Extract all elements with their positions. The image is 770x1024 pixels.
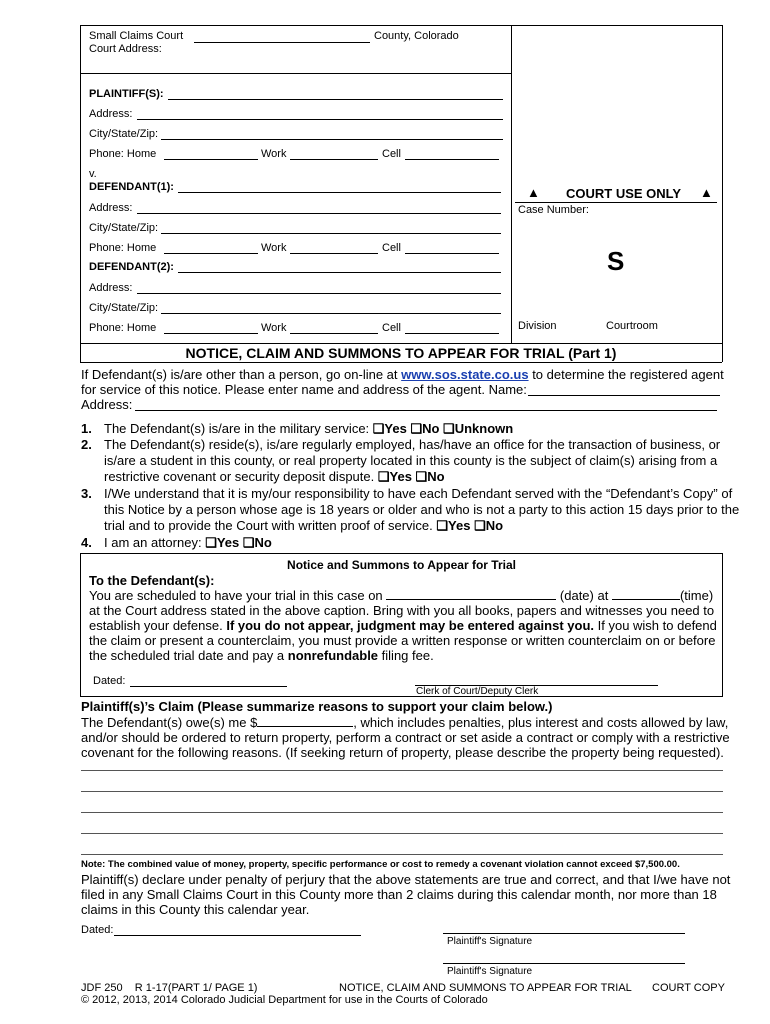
- item3-number: 3.: [81, 486, 92, 501]
- versus-label: v.: [89, 168, 97, 180]
- plaintiff-signature-label-1: Plaintiff's Signature: [447, 936, 533, 947]
- case-prefix: S: [607, 246, 625, 276]
- defendant2-cell-phone-field[interactable]: [405, 322, 499, 334]
- agent-line1-pre: If Defendant(s) is/are other than a person, go on-line at: [81, 367, 398, 382]
- caption-bottom-border: [80, 343, 722, 344]
- claim-amount-field[interactable]: [257, 715, 353, 727]
- caption-top-border: [80, 25, 722, 26]
- claim-line2: and/or should be ordered to return property, perform a contract or set aside a contract or comply with a restrictive: [81, 730, 730, 745]
- notice-line5: [89, 648, 434, 663]
- agent-line2: for service of this notice. Please enter name and address of the agent. Name:: [81, 382, 527, 397]
- defendant2-home-phone-field[interactable]: [164, 322, 258, 334]
- notice-date-label: (date) at: [559, 588, 609, 603]
- trial-date-field[interactable]: [386, 588, 556, 600]
- defendant1-cell-label: Cell: [382, 242, 401, 254]
- defendant2-address-label: Address:: [89, 282, 133, 294]
- plaintiff-work-phone-field[interactable]: [290, 148, 378, 160]
- agent-name-field[interactable]: [528, 384, 720, 396]
- arrow-up-right-icon: ▲: [700, 185, 713, 200]
- notice-warning: If you do not appear, judgment may be entered against you.: [226, 618, 594, 633]
- item2-line3-wrap: [104, 469, 445, 484]
- notice-line2: at the Court address stated in the above caption. Bring with you all books, papers and witnesses you need to: [89, 603, 715, 618]
- notice-line1-pre: You are scheduled to have your trial in this case on: [89, 588, 383, 603]
- claim-reason-line[interactable]: [81, 792, 723, 813]
- plaintiff-signature-label-2: Plaintiff's Signature: [447, 966, 533, 977]
- notice-to-label: To the Defendant(s):: [89, 573, 215, 588]
- court-use-only-label: COURT USE ONLY: [566, 186, 682, 201]
- plaintiff-home-phone-field[interactable]: [164, 148, 258, 160]
- item1: [104, 421, 513, 436]
- agent-address-field[interactable]: [135, 399, 717, 411]
- plaintiff-signature-line-2[interactable]: [443, 963, 685, 964]
- notice-line1: [89, 588, 713, 603]
- venue-options[interactable]: ❑Yes ❑No: [377, 469, 445, 484]
- notice-time-label: (time): [679, 588, 714, 603]
- item2-line3: restrictive covenant or security deposit dispute.: [104, 469, 375, 484]
- plaintiff-work-label: Work: [261, 148, 287, 160]
- claim-reason-line[interactable]: [81, 771, 723, 792]
- notice-line4: the claim or present a counterclaim, you must provide a written response or written counterclaim on or before: [89, 633, 716, 648]
- claim-reason-line[interactable]: [81, 750, 723, 771]
- claim-dated-field[interactable]: [114, 924, 361, 936]
- division-label: Division: [518, 320, 557, 332]
- claim-line1-pre: The Defendant(s) owe(s) me $: [81, 715, 258, 730]
- item3-line3: trial and to provide the Court with written proof of service.: [104, 518, 433, 533]
- defendant2-name-field[interactable]: [178, 261, 501, 273]
- notice-line5-pre: the scheduled trial date and pay a: [89, 648, 285, 663]
- defendant1-work-label: Work: [261, 242, 287, 254]
- notice-heading: Notice and Summons to Appear for Trial: [287, 558, 516, 572]
- defendant2-city-field[interactable]: [161, 302, 501, 314]
- sos-link[interactable]: www.sos.state.co.us: [401, 367, 529, 382]
- defendant2-address-field[interactable]: [137, 282, 501, 294]
- item4-number: 4.: [81, 535, 92, 550]
- claim-line1: [81, 715, 728, 730]
- item2-line1: The Defendant(s) reside(s), is/are regularly employed, has/have an office for the transaction of business, or: [104, 437, 721, 452]
- claim-reasons-area[interactable]: [81, 750, 723, 855]
- court-use-divider: [515, 202, 717, 203]
- defendant2-cell-label: Cell: [382, 322, 401, 334]
- service-options[interactable]: ❑Yes ❑No: [436, 518, 504, 533]
- defendant1-home-phone-field[interactable]: [164, 242, 258, 254]
- item3-line1: I/We understand that it is my/our responsibility to have each Defendant served with the “Defendant’s Copy” of: [104, 486, 733, 501]
- defendant2-phone-home-label: Phone: Home: [89, 322, 157, 334]
- item4: [104, 535, 272, 550]
- item3-line2: this Notice by a person whose age is 18 years or older and who is not a party to this action 15 days prior to the: [104, 502, 740, 517]
- defendant1-work-phone-field[interactable]: [290, 242, 378, 254]
- county-field[interactable]: [194, 31, 370, 43]
- plaintiff-address-field[interactable]: [137, 108, 503, 120]
- footer-copy: COURT COPY: [652, 982, 725, 994]
- plaintiff-label: PLAINTIFF(S):: [89, 88, 164, 100]
- caption-court-divider: [80, 73, 511, 74]
- plaintiff-city-field[interactable]: [161, 128, 503, 140]
- court-address-label: Court Address:: [89, 43, 162, 55]
- agent-line1: [81, 367, 724, 382]
- defendant1-label: DEFENDANT(1):: [89, 181, 174, 193]
- defendant2-label: DEFENDANT(2):: [89, 261, 174, 273]
- claim-line3: covenant for the following reasons. (If seeking return of property, please describe the property being requested).: [81, 745, 724, 760]
- caption-right-border: [722, 25, 723, 362]
- item1-number: 1.: [81, 421, 92, 436]
- defendant1-city-label: City/State/Zip:: [89, 222, 159, 234]
- notice-line5-post: filing fee.: [381, 648, 434, 663]
- claim-reason-line[interactable]: [81, 834, 723, 855]
- defendant2-city-label: City/State/Zip:: [89, 302, 159, 314]
- footer-copyright: © 2012, 2013, 2014 Colorado Judicial Department for use in the Courts of Colorado: [81, 994, 488, 1006]
- footer-title: NOTICE, CLAIM AND SUMMONS TO APPEAR FOR TRIAL: [339, 982, 632, 994]
- claim-note: Note: The combined value of money, property, specific performance or cost to remedy a covenant violation cannot exceed $7,500.00.: [81, 859, 680, 870]
- notice-line3: [89, 618, 717, 633]
- case-number-label: Case Number:: [518, 204, 589, 216]
- caption-divider: [511, 25, 512, 343]
- agent-address-label: Address:: [81, 397, 133, 412]
- clerk-label: Clerk of Court/Deputy Clerk: [416, 686, 539, 697]
- item4-text: I am an attorney:: [104, 535, 202, 550]
- defendant2-work-label: Work: [261, 322, 287, 334]
- claim-line1-post: , which includes penalties, plus interest and costs allowed by law,: [353, 715, 729, 730]
- footer-form-id: JDF 250 R 1-17(PART 1/ PAGE 1): [81, 982, 258, 994]
- trial-time-field[interactable]: [612, 588, 680, 600]
- defendant1-name-field[interactable]: [178, 181, 501, 193]
- arrow-up-left-icon: ▲: [527, 185, 540, 200]
- notice-dated-field[interactable]: [130, 675, 287, 687]
- county-label: County, Colorado: [374, 30, 459, 42]
- item2-line2: is/are a student in this county, or real property located in this county is the subject of claim(s) arising from a: [104, 453, 718, 468]
- defendant1-phone-home-label: Phone: Home: [89, 242, 157, 254]
- defendant1-address-label: Address:: [89, 202, 133, 214]
- plaintiff-cell-label: Cell: [382, 148, 401, 160]
- declaration-line2: filed in any Small Claims Court in this County more than 2 claims during this calendar month, nor more than 18: [81, 887, 717, 902]
- title-bottom-border: [80, 362, 722, 363]
- plaintiff-cell-phone-field[interactable]: [405, 148, 499, 160]
- plaintiff-address-label: Address:: [89, 108, 133, 120]
- claim-reason-line[interactable]: [81, 813, 723, 834]
- agent-line1-post: to determine the registered agent: [532, 367, 724, 382]
- plaintiff-city-label: City/State/Zip:: [89, 128, 159, 140]
- claim-dated-label: Dated:: [81, 924, 114, 936]
- defendant2-work-phone-field[interactable]: [290, 322, 378, 334]
- notice-nonrefundable: nonrefundable: [287, 648, 379, 663]
- notice-line3-post: If you wish to defend: [597, 618, 717, 633]
- attorney-options[interactable]: ❑Yes ❑No: [205, 535, 272, 550]
- form-title: NOTICE, CLAIM AND SUMMONS TO APPEAR FOR TRIAL (Part 1): [185, 345, 617, 361]
- defendant1-city-field[interactable]: [161, 222, 501, 234]
- defendant1-address-field[interactable]: [137, 202, 501, 214]
- court-label: Small Claims Court: [89, 30, 184, 42]
- plaintiff-phone-home-label: Phone: Home: [89, 148, 157, 160]
- notice-line3-pre: establish your defense.: [89, 618, 223, 633]
- item3-line3-wrap: [104, 518, 503, 533]
- item1-text: The Defendant(s) is/are in the military service:: [104, 421, 370, 436]
- plaintiff-name-field[interactable]: [168, 88, 503, 100]
- courtroom-label: Courtroom: [606, 320, 658, 332]
- notice-dated-label: Dated:: [93, 675, 126, 687]
- plaintiff-signature-line-1[interactable]: [443, 933, 685, 934]
- item2-number: 2.: [81, 437, 92, 452]
- declaration-line3: claims in this County this calendar year.: [81, 902, 310, 917]
- caption-left-border: [80, 25, 81, 362]
- military-options[interactable]: ❑Yes ❑No ❑Unknown: [372, 421, 514, 436]
- defendant1-cell-phone-field[interactable]: [405, 242, 499, 254]
- claim-heading: Plaintiff(s)’s Claim (Please summarize reasons to support your claim below.): [81, 699, 553, 714]
- declaration-line1: Plaintiff(s) declare under penalty of perjury that the above statements are true and correct, and that I/we have not: [81, 872, 731, 887]
